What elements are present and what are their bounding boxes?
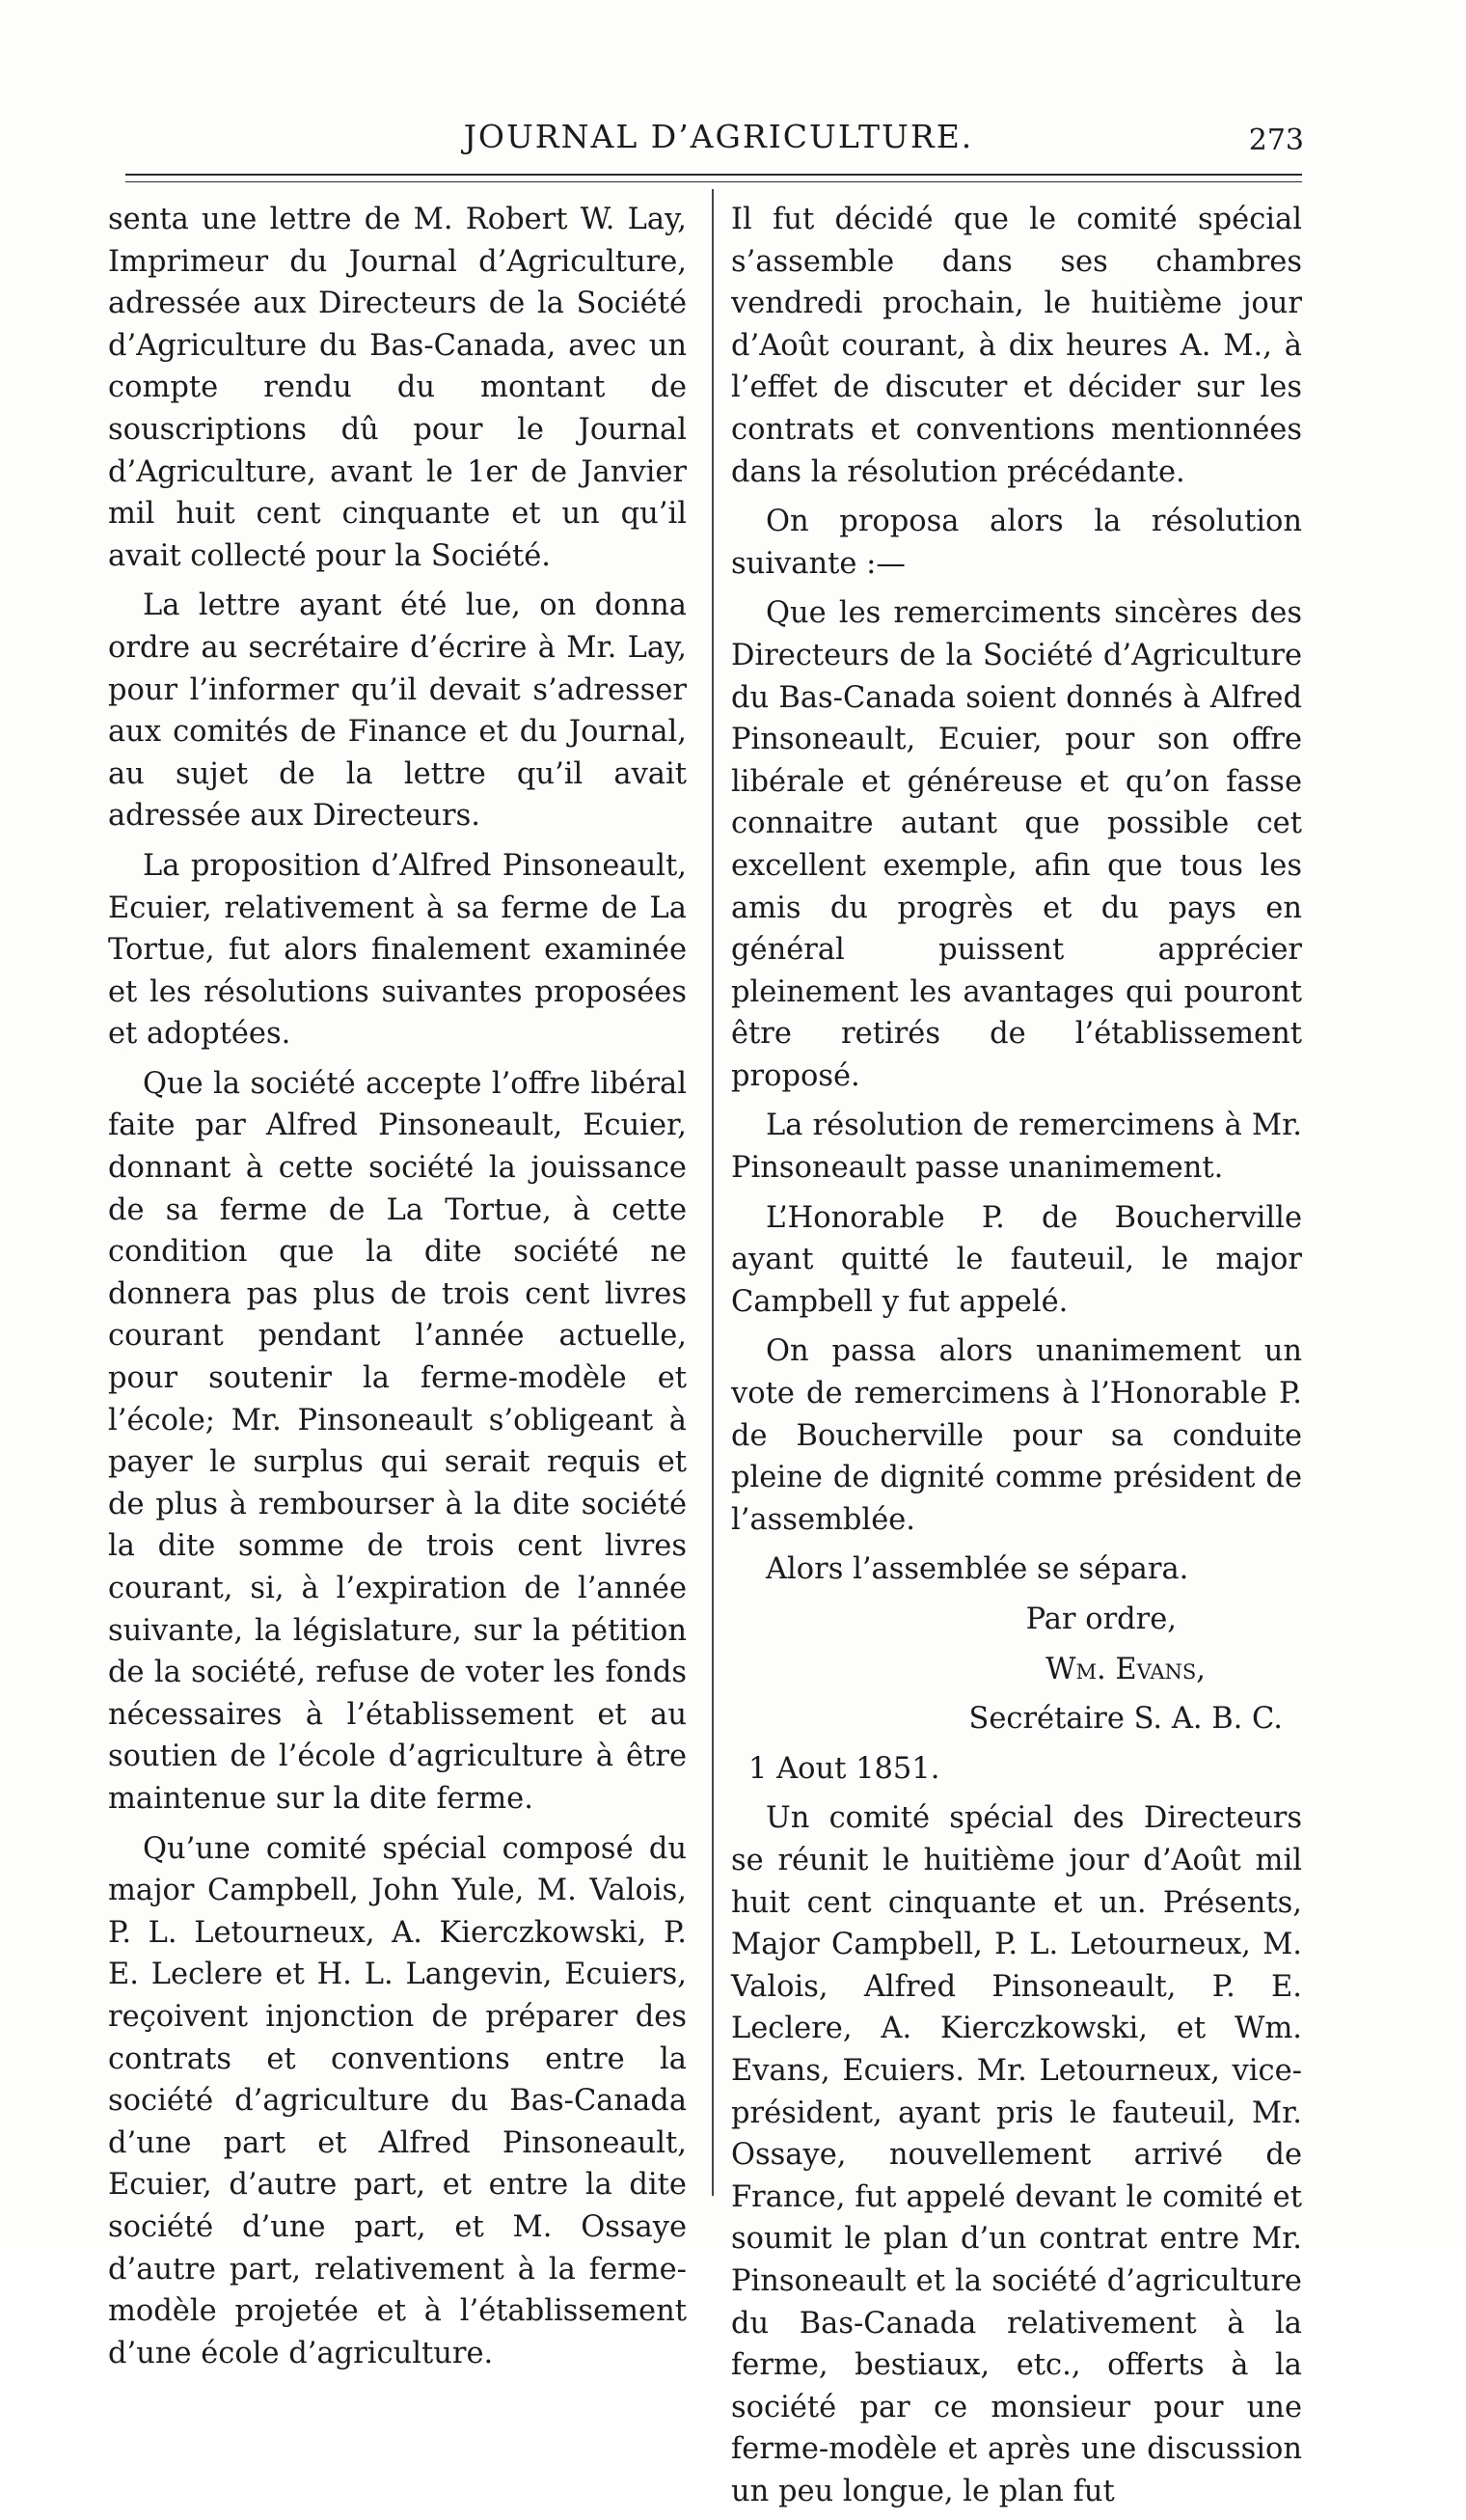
page-header (116, 114, 1321, 162)
paragraph-adjourned: Alors l’assemblée se sépara. (766, 1552, 1189, 1587)
signature-name: Wm. Evans, (1045, 1652, 1206, 1686)
paragraph-lay-letter: senta une lettre de M. Robert W. Lay, Imprimeur du Journal d’Agriculture, adressée aux Directeurs de la Société d’Agriculture du Bas-Canada, avec un compte rendu du montant de souscriptions dû pour le Journal d’Agriculture, avant le 1er de Janvier mil huit cent cinquante et un qu’il avait collecté pour la Société. (108, 203, 687, 573)
paragraph-resolution-committee: Qu’une comité spécial composé du major Campbell, John Yule, M. Valois, P. L. Letourneux, A. Kierczkowski, P. E. Leclere et H. L. Langevin, Ecuiers, reçoivent injonction de préparer des contrats et conventions entre la société d’agriculture du Bas-Canada d’une part et Alfred Pinsoneault, Ecuier, d’autre part, et entre la dite société d’une part, et M. Ossaye d’autre part, relativement à la ferme-modèle projetée et à l’établissement d’une école d’agriculture. (108, 1831, 687, 2370)
paragraph-committee-meeting: Il fut décidé que le comité spécial s’assemble dans ses chambres vendredi prochain, le huitième jour d’Août courant, à dix heures A. M., à l’effet de discuter et décider sur les contrats et conventions mentionnées dans la résolution précédante. (731, 203, 1302, 489)
paragraph-letter-read: La lettre ayant été lue, on donna ordre au secrétaire d’écrire à Mr. Lay, pour l’informer qu’il devait s’adresser aux comités de Finance et du Journal, au sujet de la lettre qu’il avait adressée aux Directeurs. (108, 589, 687, 834)
minutes-date: 1 Aout 1851. (748, 1751, 940, 1786)
paragraph-vote-thanks: On passa alors unanimement un vote de remercimens à l’Honorable P. de Boucherville pour sa conduite pleine de dignité comme président de l’assemblée. (731, 1334, 1302, 1537)
left-column (108, 199, 687, 2382)
signature-order: Par ordre, (1025, 1602, 1177, 1636)
paragraph-thanks-passed: La résolution de remercimens à Mr. Pinsoneault passe unanimement. (731, 1109, 1302, 1186)
journal-title: JOURNAL D’AGRICULTURE. (463, 118, 974, 155)
header-rule-thin (125, 181, 1302, 182)
paragraph-thanks-resolution: Que les remerciments sincères des Directeurs de la Société d’Agriculture du Bas-Canada soient donnés à Alfred Pinsoneault, Ecuier, pour son offre libérale et généreuse et qu’on fasse connaitre autant que possible cet excellent exemple, afin que tous les amis du progrès et du pays en général puissent apprécier pleinement les avantages qui pouront être retirés de l’établissement proposé. (731, 596, 1302, 1093)
right-column (731, 199, 1302, 2520)
paragraph-chair-change: L’Honorable P. de Boucherville ayant quitté le fauteuil, le major Campbell y fut appelé. (731, 1200, 1302, 1319)
paragraph-proposed-resolution: On proposa alors la résolution suivante :— (731, 505, 1302, 581)
signature-title: Secrétaire S. A. B. C. (968, 1702, 1283, 1737)
page-number: 273 (1248, 123, 1304, 157)
paragraph-special-committee: Un comité spécial des Directeurs se réunit le huitième jour d’Août mil huit cent cinquante et un. Présents, Major Campbell, P. L. Letourneux, M. Valois, Alfred Pinsoneault, P. E. Leclere, A. Kierczkowski, et Wm. Evans, Ecuiers. Mr. Letourneux, vice-président, ayant pris le fauteuil, Mr. Ossaye, nouvellement arrivé de France, fut appelé devant le comité et soumit le plan d’un contrat entre Mr. Pinsoneault et la société d’agriculture du Bas-Canada relativement à la ferme, bestiaux, etc., offerts à la société par ce monsieur pour une ferme-modèle et après une discussion un peu longue, le plan fut (731, 1801, 1302, 2508)
column-divider (712, 189, 714, 2196)
paragraph-resolution-accept: Que la société accepte l’offre libéral faite par Alfred Pinsoneault, Ecuier, donnant à cette société la jouissance de sa ferme de La Tortue, à cette condition que la dite société ne donnera pas plus de trois cent livres courant pendant l’année actuelle, pour soutenir la ferme-modèle et l’école; Mr. Pinsoneault s’obligeant à payer le surplus qui serait requis et de plus à rembourser à la dite société la dite somme de trois cent livres courant, si, à l’expiration de l’année suivante, la législature, sur la pétition de la société, refuse de voter les fonds nécessaires à l’établissement et au soutien de l’école d’agriculture à être maintenue sur la dite ferme. (108, 1066, 687, 1816)
paragraph-pinsoneault-proposal: La proposition d’Alfred Pinsoneault, Ecuier, relativement à sa ferme de La Tortue, fut alors finalement examinée et les résolutions suivantes proposées et adoptées. (108, 848, 687, 1052)
header-rule-thick (125, 174, 1302, 176)
